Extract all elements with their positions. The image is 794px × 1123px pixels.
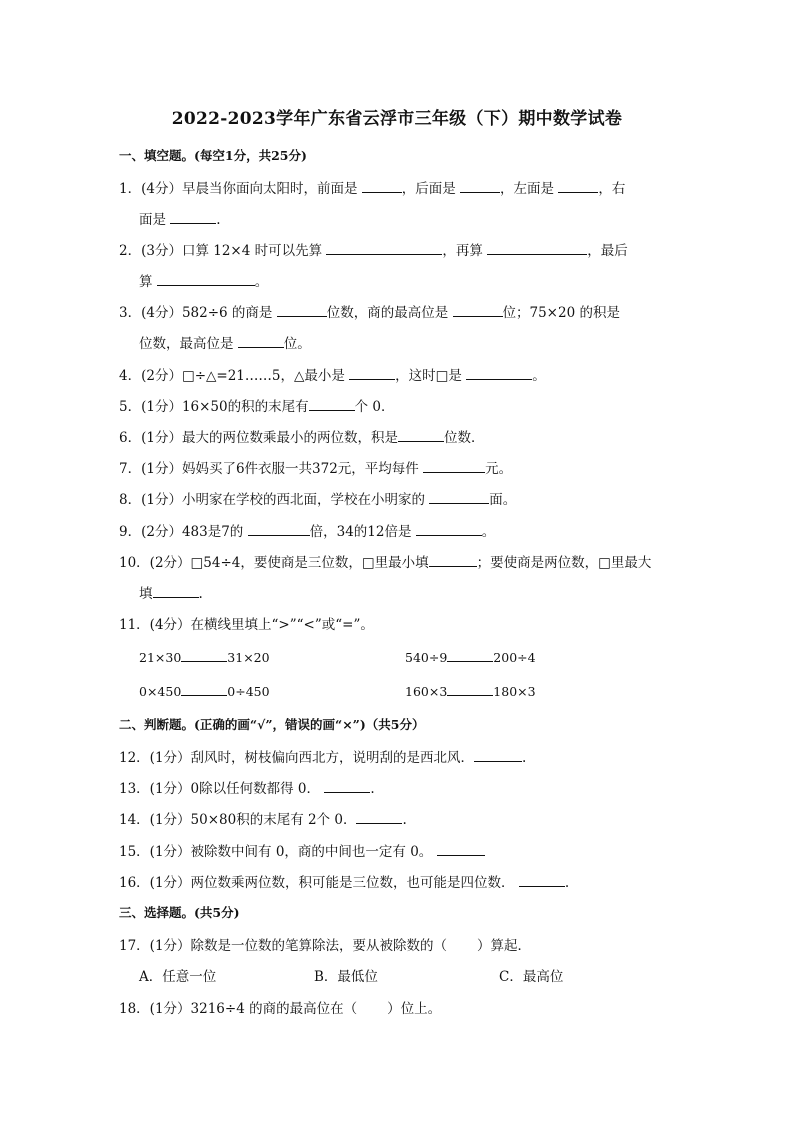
question-10-cont: 填 . <box>139 586 203 602</box>
question-18: 18．(1分）3216÷4 的商的最高位在（ ）位上。 <box>119 1001 442 1017</box>
answer-blank[interactable] <box>170 210 216 224</box>
answer-blank[interactable] <box>309 397 355 411</box>
answer-blank[interactable] <box>248 522 310 536</box>
question-12: 12．(1分）刮风时，树枝偏向西北方，说明刮的是西北风． . <box>119 750 527 766</box>
compare-item: 540÷9 200÷4 <box>405 650 536 665</box>
answer-blank[interactable] <box>181 682 227 696</box>
page-title: 2022-2023学年广东省云浮市三年级（下）期中数学试卷 <box>171 109 623 129</box>
answer-blank[interactable] <box>447 648 493 662</box>
compare-item: 160×3 180×3 <box>405 684 536 699</box>
question-15: 15．(1分）被除数中间有 0，商的中间也一定有 0。 <box>119 840 485 860</box>
option-a[interactable]: A．任意一位 <box>139 969 217 985</box>
question-11: 11．(4分）在横线里填上“>”“<”或“=”。 <box>119 617 374 633</box>
answer-blank[interactable] <box>558 179 598 193</box>
question-9: 9．(2分）483是7的 倍，34的12倍是 。 <box>119 524 496 540</box>
question-2-cont: 算 。 <box>139 274 269 290</box>
question-5: 5．(1分）16×50的积的末尾有 个 0． <box>119 399 395 415</box>
question-7: 7．(1分）妈妈买了6件衣服一共372元，平均每件 元。 <box>119 461 513 477</box>
answer-blank[interactable] <box>277 303 327 317</box>
question-10: 10．(2分）□54÷4，要使商是三位数，□里最小填 ；要使商是两位数，□里最大 <box>119 555 652 571</box>
question-16: 16．(1分）两位数乘两位数，积可能是三位数，也可能是四位数． . <box>119 875 570 891</box>
answer-blank[interactable] <box>429 553 477 567</box>
answer-blank[interactable] <box>157 272 255 286</box>
answer-blank[interactable] <box>398 428 444 442</box>
answer-blank[interactable] <box>437 842 485 856</box>
answer-blank[interactable] <box>423 459 485 473</box>
compare-item: 0×450 0÷450 <box>139 684 270 699</box>
answer-blank[interactable] <box>181 648 227 662</box>
answer-blank[interactable] <box>362 179 402 193</box>
answer-blank[interactable] <box>487 241 587 255</box>
answer-blank[interactable] <box>447 682 493 696</box>
answer-blank[interactable] <box>466 366 532 380</box>
question-14: 14．(1分）50×80积的末尾有 2个 0． . <box>119 812 407 828</box>
answer-blank[interactable] <box>326 241 442 255</box>
question-17: 17．(1分）除数是一位数的笔算除法，要从被除数的（ ）算起． <box>119 938 532 954</box>
section-true-false: 二、判断题。(正确的画“√”，错误的画“×”)（共5分） <box>119 717 425 732</box>
option-b[interactable]: B．最低位 <box>314 969 378 985</box>
question-1-cont: 面是 . <box>139 212 221 228</box>
answer-blank[interactable] <box>474 748 522 762</box>
option-c[interactable]: C．最高位 <box>499 969 564 985</box>
section-multiple-choice: 三、选择题。(共5分) <box>119 905 240 920</box>
question-3-cont: 位数，最高位是 位。 <box>139 336 311 352</box>
answer-blank[interactable] <box>453 303 503 317</box>
compare-item: 21×30 31×20 <box>139 650 270 665</box>
answer-blank[interactable] <box>349 366 395 380</box>
question-13: 13．(1分）0除以任何数都得 0． . <box>119 781 375 797</box>
question-8: 8．(1分）小明家在学校的西北面，学校在小明家的 面。 <box>119 492 517 508</box>
answer-blank[interactable] <box>324 779 370 793</box>
answer-blank[interactable] <box>460 179 500 193</box>
section-fill-in: 一、填空题。(每空1分，共25分) <box>119 148 307 163</box>
question-6: 6．(1分）最大的两位数乘最小的两位数，积是 位数． <box>119 430 485 446</box>
question-2: 2．(3分）口算 12×4 时可以先算 ，再算 ，最后 <box>119 243 628 259</box>
question-4: 4．(2分）□÷△=21……5，△最小是 ，这时□是 。 <box>119 368 546 384</box>
answer-blank[interactable] <box>519 873 565 887</box>
question-1: 1．(4分）早晨当你面向太阳时，前面是 ，后面是 ，左面是 ，右 <box>119 181 626 197</box>
answer-blank[interactable] <box>238 334 284 348</box>
question-3: 3．(4分）582÷6 的商是 位数，商的最高位是 位；75×20 的积是 <box>119 305 620 321</box>
answer-blank[interactable] <box>429 490 489 504</box>
answer-blank[interactable] <box>153 584 199 598</box>
answer-blank[interactable] <box>356 810 402 824</box>
answer-blank[interactable] <box>416 522 482 536</box>
